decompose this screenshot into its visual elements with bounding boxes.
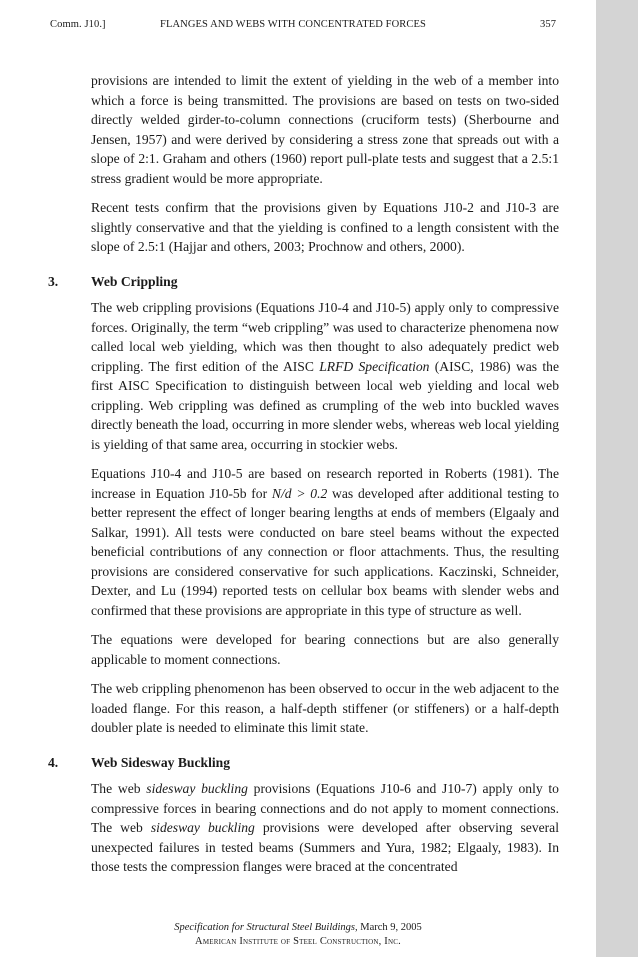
- text-run: (AISC, 1986) was the first AISC Specification to distinguish between local web yielding and local web crippling. Web crippling was defined as crumpling of the web into buckled waves directly beneath the load, occurring in more slender webs, whereas web local yielding is yielding of that same area, occurring in stockier webs.: [91, 358, 559, 452]
- italic-term: sidesway buckling: [146, 781, 248, 796]
- section-heading-web-sidesway-buckling: [48, 753, 559, 773]
- section-title: Web Sidesway Buckling: [91, 754, 230, 770]
- footer-publisher: American Institute of Steel Construction, Inc.: [195, 936, 401, 947]
- section-title: Web Crippling: [91, 273, 178, 289]
- page-body: [48, 71, 559, 887]
- paragraph: [91, 779, 559, 877]
- header-section-ref: Comm. J10.]: [50, 19, 106, 30]
- footer-spec-title: Specification for Structural Steel Buildings,: [174, 922, 358, 933]
- italic-term: sidesway buckling: [150, 820, 255, 835]
- footer-spec-line: [0, 921, 596, 935]
- text-run: The web: [91, 781, 147, 796]
- text-run: provisions were developed after observing several unexpected failures in tested beams (Summers and Yura, 1982; Elgaaly, 1983). In those tests the compression flanges were braced at the concentrated: [91, 820, 559, 874]
- paragraph: [91, 464, 559, 620]
- italic-title: LRFD Specification: [319, 358, 430, 374]
- paragraph: provisions are intended to limit the extent of yielding in the web of a member into which a force is being transmitted. The provisions are based on tests on two-sided directly welded girder-to-column connections (cruciform tests) (Sherbourne and Jensen, 1957) and were derived by considering a stress zone that spreads out with a slope of 2:1. Graham and others (1960) report pull-plate tests and suggest that a 2.5:1 stress gradient would be more appropriate.: [91, 73, 559, 186]
- running-footer: [0, 921, 596, 949]
- paragraph: Recent tests confirm that the provisions given by Equations J10-2 and J10-3 are slightly conservative and that the yielding is confined to a length consistent with the slope of 2.5:1 (Hajjar and others, 2003; Prochnow and others, 2000).: [91, 200, 559, 254]
- paragraph: The equations were developed for bearing connections but are also generally applicable to moment connections.: [91, 632, 559, 667]
- page-edge-bar: [596, 0, 638, 957]
- text-run: Equations J10-4 and J10-5 are based on research reported in Roberts (1981). The increase in Equation J10-5b for: [91, 466, 559, 501]
- text-run: The web crippling provisions (Equations J10-4 and J10-5) apply only to compressive forces. Originally, the term “web crippling” was used to characterize phenomena now called local web yielding, which was then thought to also adequately predict web crippling. The first edition of the AISC: [91, 300, 559, 374]
- footer-date: March 9, 2005: [357, 922, 422, 933]
- section-heading-web-crippling: [48, 272, 559, 292]
- text-run: was developed after additional testing to better represent the effect of longer bearing lengths at ends of members (Elgaaly and Salkar, 1991). All tests were conducted on bare steel beams without the expected beneficial contributions of any connection or floor attachments. Thus, the resulting provisions are considered conservative for such applications. Kaczinski, Schneider, Dexter, and Lu (1994) reported tests on cellular box beams with slender webs and confirmed that these provisions are appropriate in this type of structure as well.: [91, 485, 559, 618]
- text-run: provisions (Equations J10-6 and J10-7) apply only to compressive forces in bearing connections and do not apply to moment connections. The web: [91, 781, 559, 835]
- math-expression: N/d > 0.2: [271, 485, 328, 501]
- paragraph: The web crippling phenomenon has been observed to occur in the web adjacent to the loaded flange. For this reason, a half-depth stiffener (or stiffeners) or a half-depth doubler plate is needed to eliminate this limit state.: [91, 681, 559, 735]
- section-number: 4.: [48, 754, 59, 770]
- running-header: [0, 19, 596, 35]
- header-chapter-title: FLANGES AND WEBS WITH CONCENTRATED FORCES: [160, 19, 426, 30]
- section-number: 3.: [48, 273, 59, 289]
- page-number: 357: [540, 19, 557, 30]
- paragraph: [91, 298, 559, 454]
